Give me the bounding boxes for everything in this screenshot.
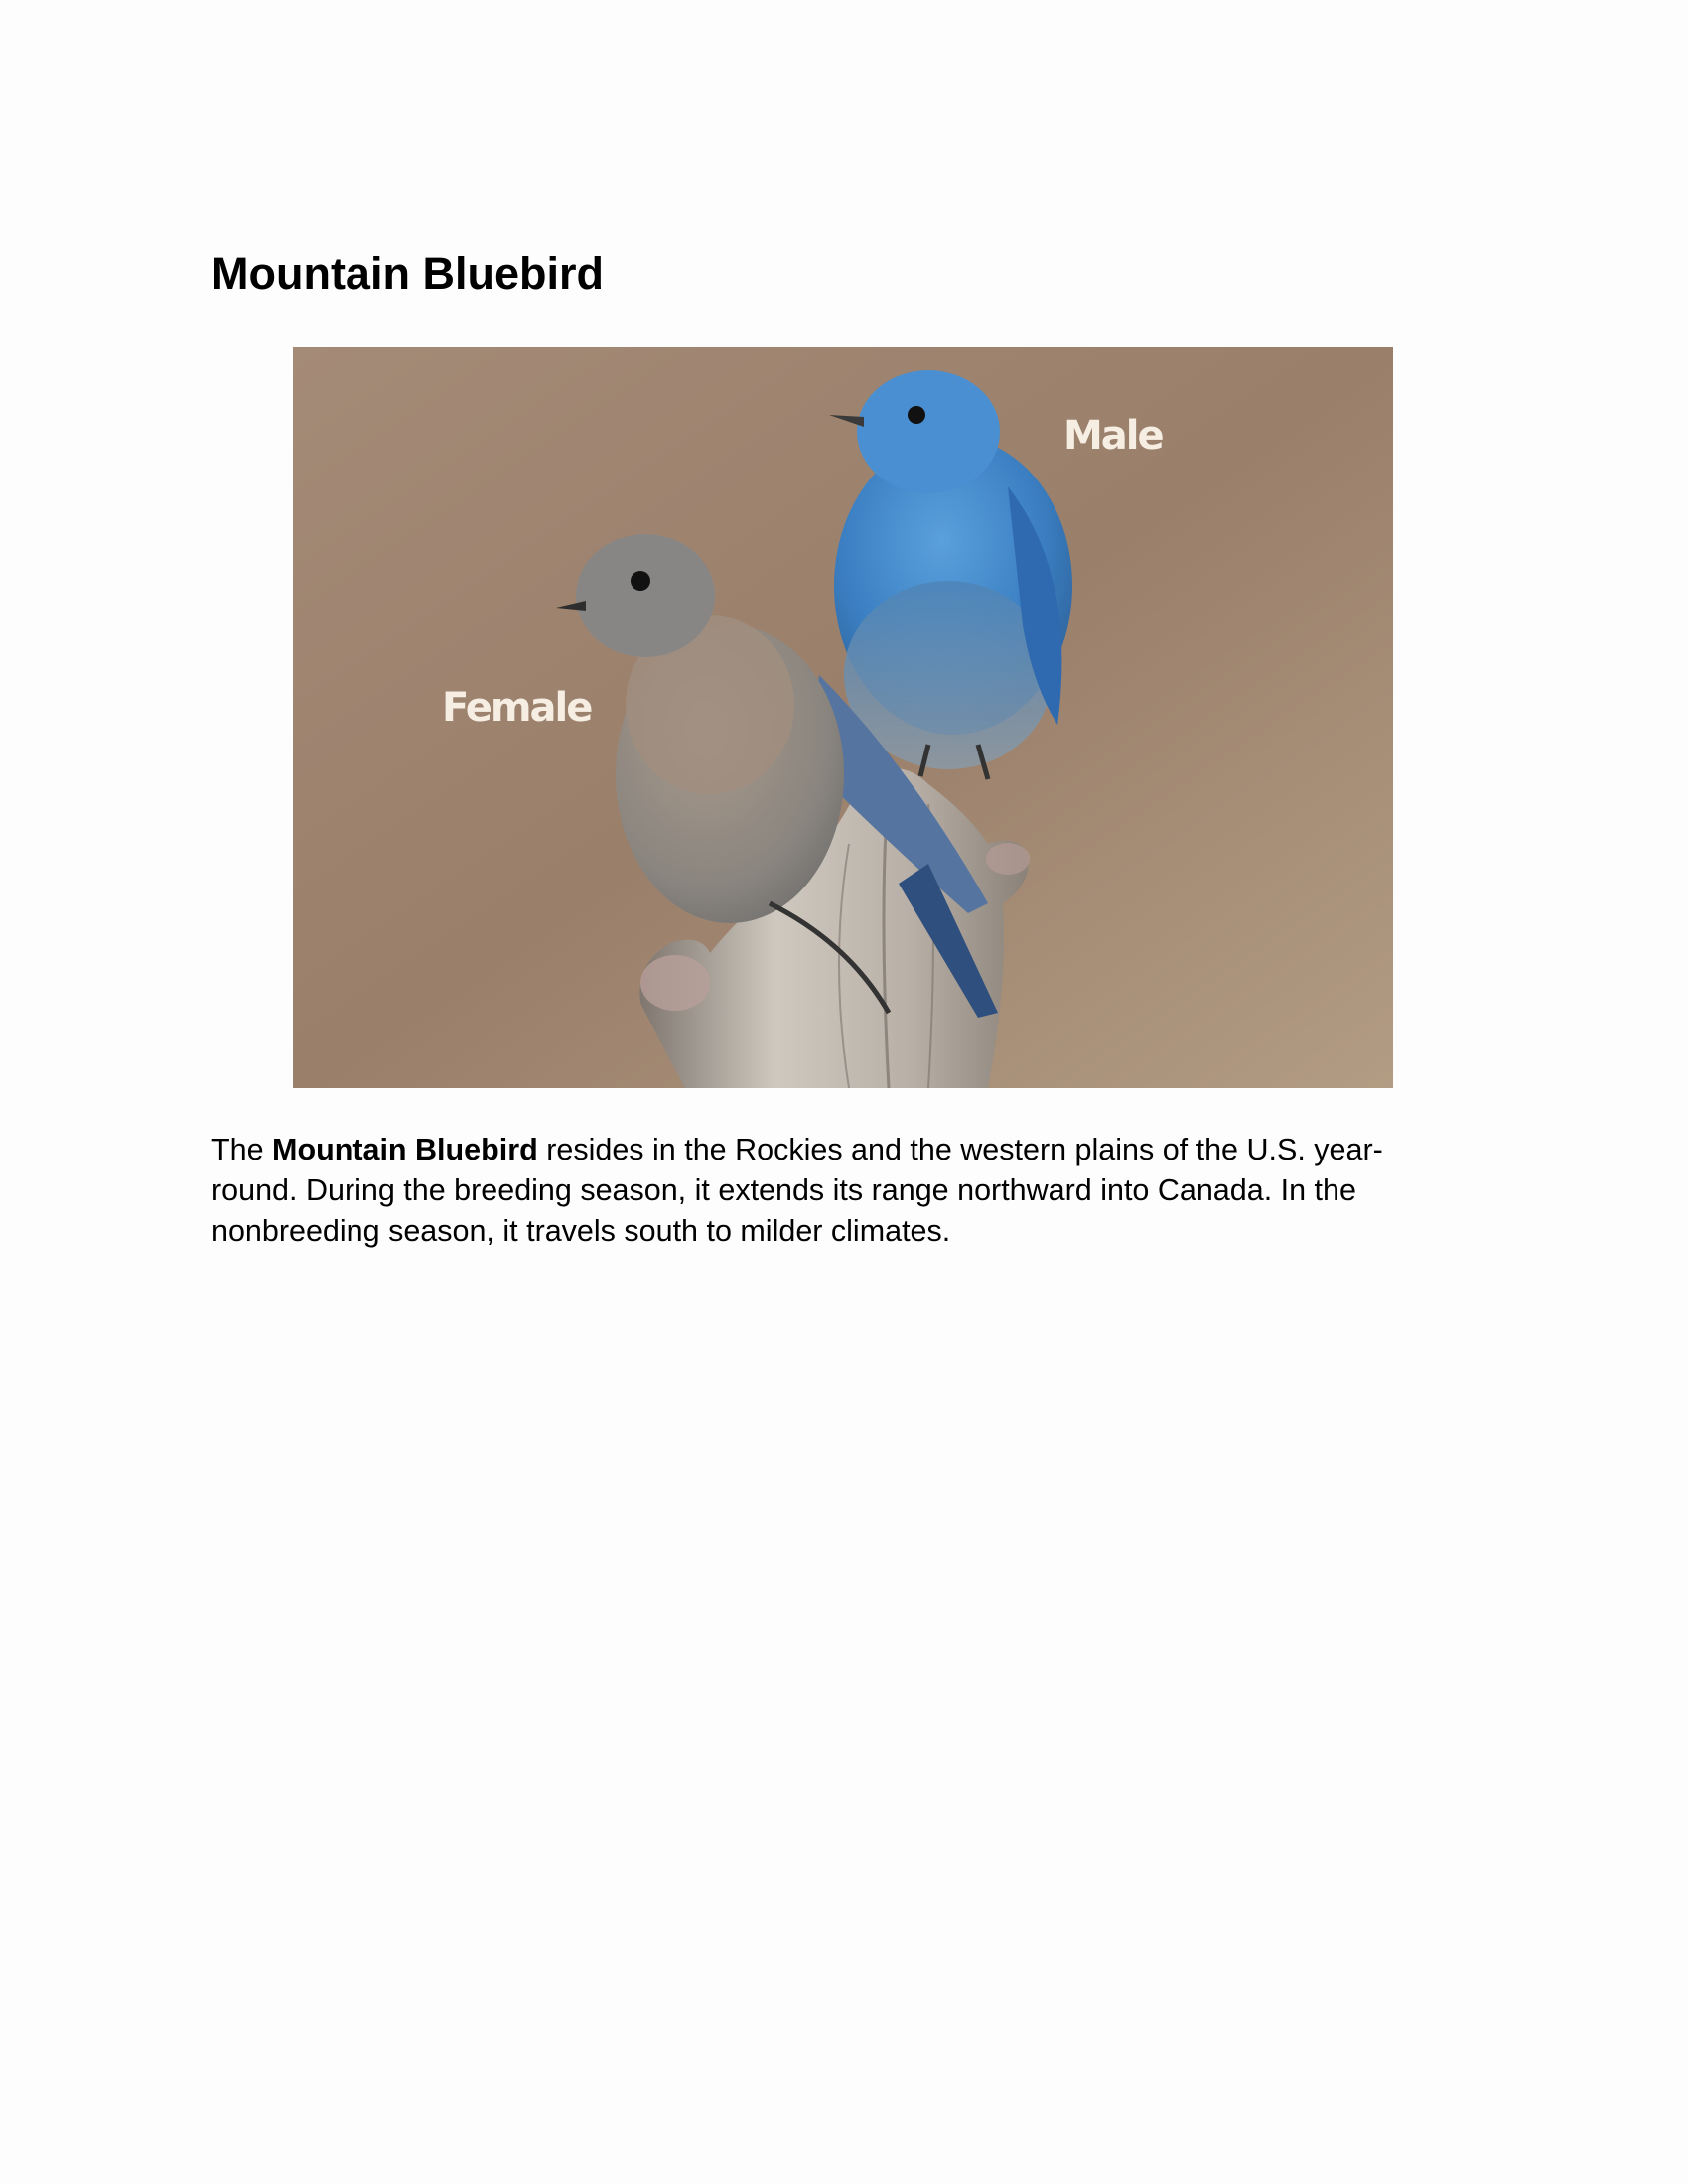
paragraph-rest: resides in the Rockies and the western plains of the U.S. year-round. During the breeding season, it extends its range northward into Canada. In the nonbreeding season, it travels south to milder climates. [211, 1133, 1383, 1248]
bluebird-photo [293, 347, 1393, 1088]
page-title: Mountain Bluebird [211, 248, 604, 299]
paragraph-bold-species: Mountain Bluebird [272, 1133, 538, 1166]
bluebird-illustration [293, 347, 1393, 1088]
male-label: Male [1063, 413, 1163, 459]
paragraph-start: The [211, 1133, 273, 1166]
female-label: Female [442, 685, 592, 731]
description-paragraph [211, 1130, 1453, 1252]
